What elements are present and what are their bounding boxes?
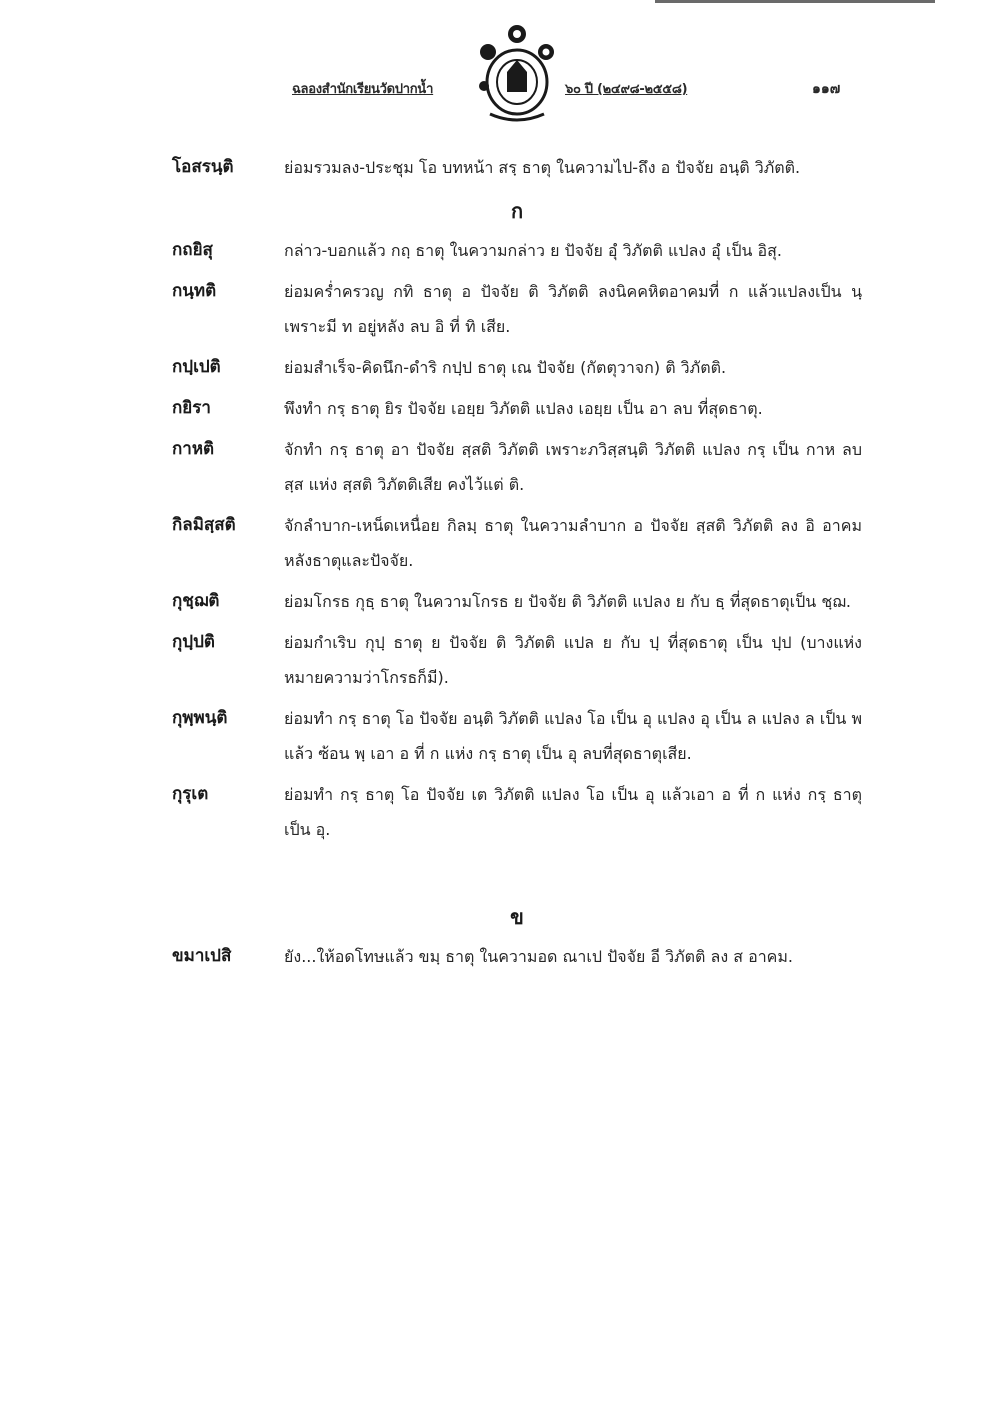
headword: โอสรนฺติ (172, 157, 234, 177)
definition: ย่อมทำ กรฺ ธาตุ โอ ปัจจัย อนฺติ วิภัตติ แปลง โอ เป็น อุ แปลง อุ เป็น ล แปลง ล เป็น พ แล้ว ซ้อน พฺ เอา อ ที่ ก แห่ง กรฺ ธาตุ เป็น อุ ลบที่สุดธาตุเสีย. (284, 709, 862, 763)
dictionary-entry (172, 584, 862, 619)
headword: กาหติ (172, 439, 215, 459)
definition: ย่อมสำเร็จ-คิดนึก-ดำริ กปฺป ธาตุ เณ ปัจจัย (กัตตุวาจก) ติ วิภัตติ. (284, 358, 727, 377)
dictionary-entry (172, 625, 862, 695)
temple-emblem-icon (472, 22, 562, 127)
header-left-text: ฉลองสำนักเรียนวัดปากน้ำ (292, 82, 434, 97)
header-center-text: ๖๐ ปี (๒๔๙๘-๒๕๕๘) (565, 82, 688, 97)
headword: กุชฺฌติ (172, 591, 220, 611)
section-letter: ก (510, 199, 524, 223)
dictionary-entries (172, 150, 862, 980)
headword: กปฺเปติ (172, 357, 221, 377)
definition: พึงทำ กรฺ ธาตุ ยิร ปัจจัย เอยฺย วิภัตติ แปลง เอยฺย เป็น อา ลบ ที่สุดธาตุ. (284, 399, 763, 418)
definition: ย่อมทำ กรฺ ธาตุ โอ ปัจจัย เต วิภัตติ แปลง โอ เป็น อุ แล้วเอา อ ที่ ก แห่ง กรฺ ธาตุ เป็น อุ. (284, 785, 862, 839)
definition: กล่าว-บอกแล้ว กถฺ ธาตุ ในความกล่าว ย ปัจจัย อุํ วิภัตติ แปลง อุํ เป็น อิสุ. (284, 241, 782, 260)
dictionary-entry (172, 508, 862, 578)
dictionary-entry (172, 150, 862, 185)
page-header (0, 0, 1000, 140)
headword: กุพฺพนฺติ (172, 708, 228, 728)
headword: กิลมิสฺสติ (172, 515, 236, 535)
headword: กถยิสุ (172, 240, 213, 260)
definition: จักลำบาก-เหน็ดเหนื่อย กิลมฺ ธาตุ ในความลำบาก อ ปัจจัย สฺสติ วิภัตติ ลง อิ อาคมหลังธาตุและปัจจัย. (284, 516, 862, 570)
section-gap (172, 853, 862, 897)
definition: ย่อมโกรธ กุธฺ ธาตุ ในความโกรธ ย ปัจจัย ติ วิภัตติ แปลง ย กับ ธฺ ที่สุดธาตุเป็น ชฺฌ. (284, 592, 851, 611)
dictionary-entry (172, 939, 862, 974)
definition: จักทำ กรฺ ธาตุ อา ปัจจัย สฺสติ วิภัตติ เพราะภวิสฺสนฺติ วิภัตติ แปลง กรฺ เป็น กาห ลบ สฺส แห่ง สฺสติ วิภัตติเสีย คงไว้แต่ ติ. (284, 440, 862, 494)
dictionary-entry (172, 432, 862, 502)
definition: ย่อมกำเริบ กุปฺ ธาตุ ย ปัจจัย ติ วิภัตติ แปล ย กับ ปฺ ที่สุดธาตุ เป็น ปฺป (บางแห่งหมายความว่าโกรธก็มี). (284, 633, 862, 687)
headword: กุรุเต (172, 784, 209, 804)
dictionary-entry (172, 391, 862, 426)
definition: ย่อมคร่ำครวญ กทิ ธาตุ อ ปัจจัย ติ วิภัตติ ลงนิคคหิตอาคมที่ ก แล้วแปลงเป็น นฺ เพราะมี ท อยู่หลัง ลบ อิ ที่ ทิ เสีย. (284, 282, 862, 336)
definition: ย่อมรวมลง-ประชุม โอ บทหน้า สรฺ ธาตุ ในความไป-ถึง อ ปัจจัย อนฺติ วิภัตติ. (284, 158, 801, 177)
headword: กยิรา (172, 398, 211, 418)
page-number: ๑๑๗ (812, 81, 841, 97)
headword: กนฺทติ (172, 281, 217, 301)
dictionary-entry (172, 777, 862, 847)
dictionary-entry (172, 274, 862, 344)
dictionary-entry (172, 233, 862, 268)
dictionary-entry (172, 350, 862, 385)
dictionary-entry (172, 701, 862, 771)
section-letter: ข (510, 905, 524, 929)
definition: ยัง...ให้อดโทษแล้ว ขมฺ ธาตุ ในความอด ณาเป ปัจจัย อี วิภัตติ ลง ส อาคม. (284, 947, 794, 966)
headword: กุปฺปติ (172, 632, 215, 652)
headword: ขมาเปสิ (172, 946, 232, 966)
